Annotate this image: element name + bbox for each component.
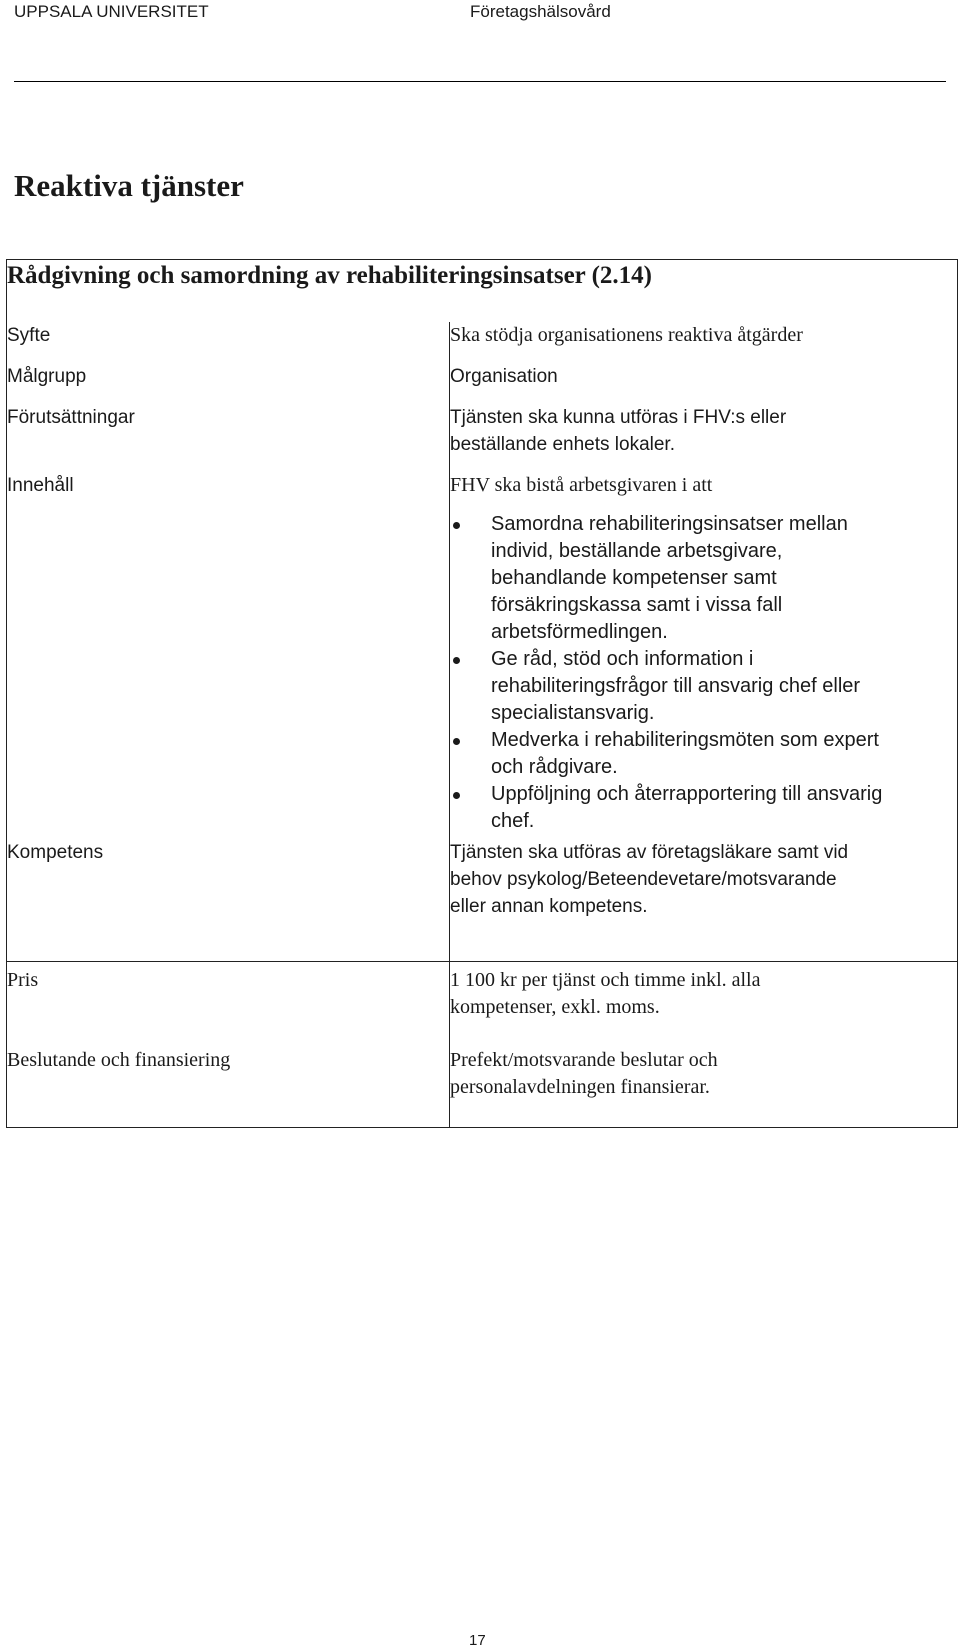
pris-row (7, 962, 958, 1048)
syfte-row (7, 322, 958, 363)
bullet-line: rehabiliteringsfrågor till ansvarig chef eller (491, 675, 861, 697)
bullet-line: behandlande kompetenser samt (491, 567, 777, 589)
bullet-line: arbetsförmedlingen. (491, 621, 668, 643)
forutsattningar-line: beställande enhets lokaler. (450, 434, 675, 455)
bullet-line: och rådgivare. (491, 756, 618, 778)
pris-line: 1 100 kr per tjänst och timme inkl. alla (450, 969, 761, 991)
page-number: 17 (469, 1632, 486, 1649)
syfte-label: Syfte (7, 322, 450, 363)
innehall-intro: FHV ska bistå arbetsgivaren i att (450, 474, 713, 496)
beslutande-value (450, 1047, 958, 1128)
malgrupp-label: Målgrupp (7, 363, 450, 404)
innehall-label: Innehåll (7, 472, 450, 839)
malgrupp-row (7, 363, 958, 404)
bullet-icon (453, 738, 460, 745)
pris-label: Pris (7, 962, 450, 1048)
header-department: Företagshälsovård (470, 2, 611, 21)
header-divider (14, 81, 946, 82)
bullet-line: försäkringskassa samt i vissa fall (491, 594, 783, 616)
innehall-row (7, 472, 958, 839)
forutsattningar-line: Tjänsten ska kunna utföras i FHV:s eller (450, 407, 787, 428)
kompetens-line: behov psykolog/Beteendevetare/motsvarande (450, 869, 837, 890)
bullet-line: Samordna rehabiliteringsinsatser mellan (491, 513, 848, 535)
list-item (450, 646, 957, 727)
list-item (450, 727, 957, 781)
kompetens-row (7, 839, 958, 962)
beslutande-label: Beslutande och finansiering (7, 1047, 450, 1128)
bullet-line: chef. (491, 810, 535, 832)
kompetens-line: eller annan kompetens. (450, 896, 648, 917)
forutsattningar-row (7, 404, 958, 472)
list-item (450, 781, 957, 835)
bullet-icon (453, 792, 460, 799)
forutsattningar-value (450, 404, 958, 472)
pris-value (450, 962, 958, 1048)
bullet-icon (453, 657, 460, 664)
beslutande-row (7, 1047, 958, 1128)
malgrupp-value: Organisation (450, 363, 958, 404)
list-item (450, 511, 957, 646)
innehall-value (450, 472, 958, 839)
beslutande-line: personalavdelningen finansierar. (450, 1076, 710, 1098)
syfte-value: Ska stödja organisationens reaktiva åtgärder (450, 322, 958, 363)
kompetens-line: Tjänsten ska utföras av företagsläkare samt vid (450, 842, 849, 863)
pris-line: kompetenser, exkl. moms. (450, 996, 660, 1018)
bullet-icon (453, 522, 460, 529)
service-title: Rådgivning och samordning av rehabiliteringsinsatser (2.14) (7, 260, 958, 323)
kompetens-label: Kompetens (7, 839, 450, 962)
bullet-line: Ge råd, stöd och information i (491, 648, 754, 670)
service-table (6, 259, 958, 1128)
bullet-line: Uppföljning och återrapportering till ansvarig (491, 783, 883, 805)
beslutande-line: Prefekt/motsvarande beslutar och (450, 1049, 718, 1071)
kompetens-value (450, 839, 958, 962)
service-title-row (7, 260, 958, 323)
section-title: Reaktiva tjänster (14, 168, 244, 203)
bullet-line: Medverka i rehabiliteringsmöten som expert (491, 729, 879, 751)
bullet-line: specialistansvarig. (491, 702, 655, 724)
header-university: UPPSALA UNIVERSITET (14, 2, 209, 21)
innehall-bullet-list (450, 511, 957, 835)
forutsattningar-label: Förutsättningar (7, 404, 450, 472)
bullet-line: individ, beställande arbetsgivare, (491, 540, 783, 562)
